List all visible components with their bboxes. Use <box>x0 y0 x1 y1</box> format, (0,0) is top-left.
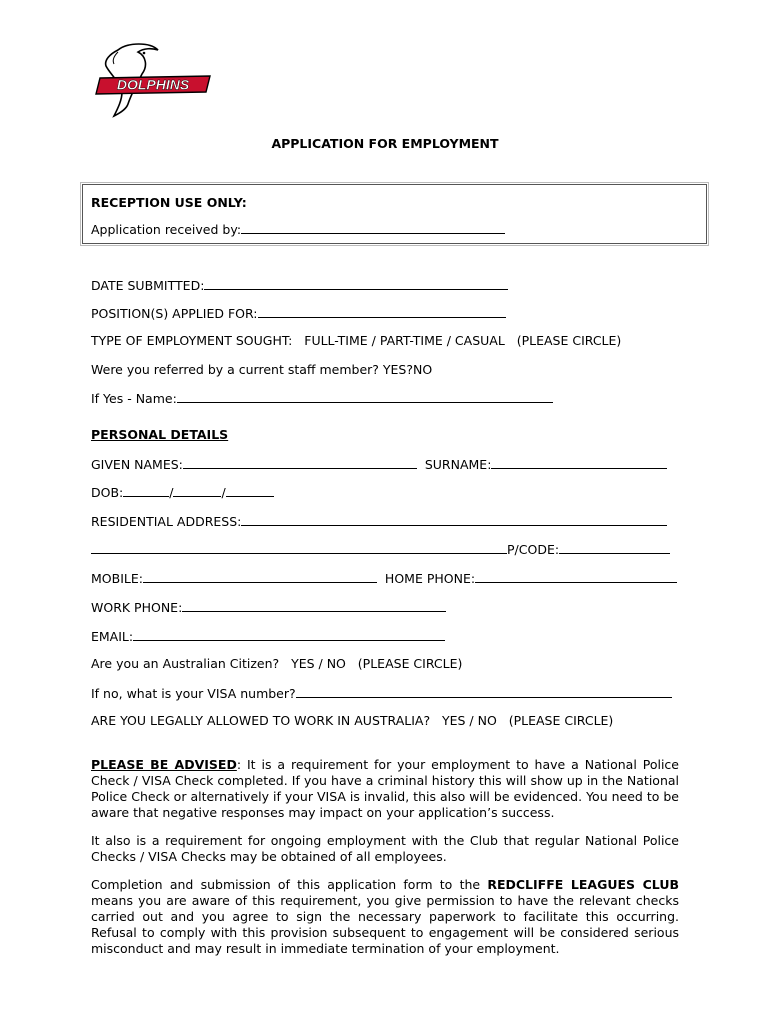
dob-separator: / <box>221 485 226 500</box>
home-phone-label: HOME PHONE: <box>384 571 476 586</box>
visa-field[interactable] <box>296 685 672 698</box>
visa-label: If no, what is your VISA number? <box>91 686 296 701</box>
dob-month-field[interactable] <box>173 484 221 497</box>
email-row <box>91 628 445 645</box>
reception-heading: RECEPTION USE ONLY: <box>91 195 247 210</box>
address-line2-row <box>91 541 670 558</box>
completion-paragraph <box>91 877 679 957</box>
work-phone-row <box>91 599 446 616</box>
advised-text: : It is a requirement for your employment to have a National Police Check / VISA Check completed. If you have a criminal history this will show up in the National Police Check or alternatively if your VISA is invalid, this also will be evidenced. You need to be aware that negative responses may impact on your application’s success. <box>91 757 679 820</box>
referrer-name-field[interactable] <box>177 390 553 403</box>
advised-paragraph <box>91 757 679 821</box>
positions-field[interactable] <box>258 305 506 318</box>
if-yes-row <box>91 390 553 407</box>
postcode-label: P/CODE: <box>507 542 560 557</box>
if-yes-label: If Yes - Name: <box>91 391 177 406</box>
address-label: RESIDENTIAL ADDRESS: <box>91 514 242 529</box>
postcode-field[interactable] <box>559 541 670 554</box>
address-line2-field[interactable] <box>91 541 507 554</box>
received-by-field[interactable] <box>241 221 505 234</box>
email-label: EMAIL: <box>91 629 134 644</box>
address-row <box>91 513 667 530</box>
positions-label: POSITION(S) APPLIED FOR: <box>91 306 258 321</box>
legally-allowed-question: ARE YOU LEGALLY ALLOWED TO WORK IN AUSTRALIA? YES / NO (PLEASE CIRCLE) <box>91 713 614 728</box>
citizen-question: Are you an Australian Citizen? YES / NO (PLEASE CIRCLE) <box>91 656 463 671</box>
dob-label: DOB: <box>91 485 124 500</box>
page-title: APPLICATION FOR EMPLOYMENT <box>271 136 499 151</box>
address-field[interactable] <box>241 513 667 526</box>
home-phone-field[interactable] <box>475 570 677 583</box>
names-row <box>91 456 667 473</box>
received-by-row <box>91 221 505 238</box>
referred-question: Were you referred by a current staff member? YES?NO <box>91 362 433 377</box>
positions-row <box>91 305 506 322</box>
ongoing-paragraph: It also is a requirement for ongoing employment with the Club that regular National Police Checks / VISA Checks may be obtained of all employees. <box>91 833 679 864</box>
logo-text: DOLPHINS <box>116 76 190 93</box>
advised-label: PLEASE BE ADVISED <box>91 757 237 772</box>
surname-label: SURNAME: <box>424 457 492 472</box>
dob-year-field[interactable] <box>226 484 274 497</box>
completion-text-b: means you are aware of this requirement, you give permission to have the relevant checks carried out and you agree to sign the necessary paperwork to facilitate this occurring. Refusal to comply with this provision subsequent to engagement will be considered serious misconduct and may result in immediate termination of your employment. <box>91 893 679 956</box>
date-submitted-field[interactable] <box>204 277 508 290</box>
mobile-field[interactable] <box>143 570 377 583</box>
dolphins-logo <box>88 42 218 118</box>
given-names-field[interactable] <box>183 456 417 469</box>
mobile-label: MOBILE: <box>91 571 143 586</box>
dob-separator: / <box>169 485 174 500</box>
received-by-label: Application received by: <box>91 222 242 237</box>
work-phone-label: WORK PHONE: <box>91 600 183 615</box>
employment-type: TYPE OF EMPLOYMENT SOUGHT: FULL-TIME / PART-TIME / CASUAL (PLEASE CIRCLE) <box>91 333 622 348</box>
phones-row <box>91 570 677 587</box>
dob-row <box>91 484 274 501</box>
work-phone-field[interactable] <box>182 599 446 612</box>
surname-field[interactable] <box>491 456 667 469</box>
email-field[interactable] <box>133 628 445 641</box>
given-names-label: GIVEN NAMES: <box>91 457 183 472</box>
dob-day-field[interactable] <box>123 484 169 497</box>
date-submitted-row <box>91 277 508 294</box>
club-name: REDCLIFFE LEAGUES CLUB <box>487 877 679 892</box>
completion-text-a: Completion and submission of this application form to the <box>91 877 488 892</box>
visa-row <box>91 685 672 702</box>
personal-details-heading: PERSONAL DETAILS <box>91 427 229 442</box>
date-submitted-label: DATE SUBMITTED: <box>91 278 205 293</box>
